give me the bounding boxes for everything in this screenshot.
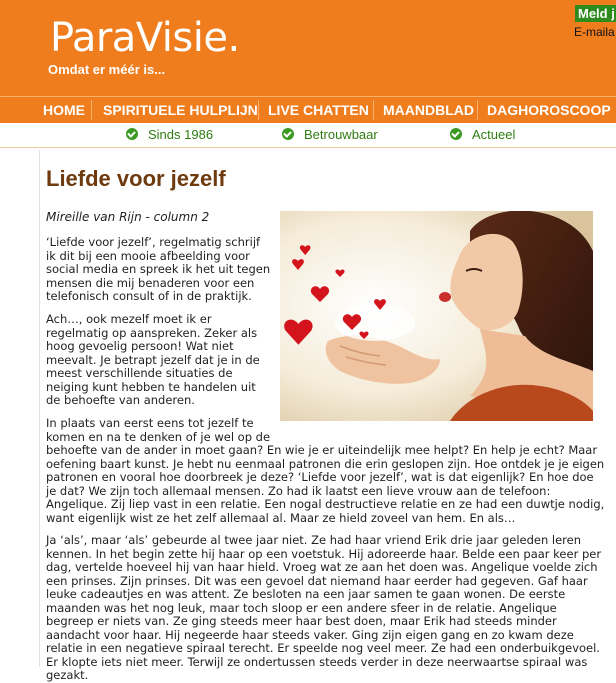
article-paragraph: ‘Liefde voor jezelf’, regelmatig schrijf ik dit bij een mooie afbeelding voor social media en spreek ik het uit tegen mensen die mij benaderen voor een telefonisch consult of in de praktijk. [46, 235, 271, 303]
article-paragraph: Ja ‘als’, maar ‘als’ gebeurde al twee jaar niet. Ze had haar vriend Erik drie jaar geleden leren kennen. In het begin zette hij haar op een voetstuk. Hij adoreerde haar. Belde een paar keer per dag, vertelde hoeveel hij van haar hield. Vroeg wat ze aan het doen was. Angelique voelde zich een prinses. Zijn prinses. Dit was een gevoel dat niemand haar eerder had gegeven. Gaf haar leuke cadeautjes en was attent. Ze besloten na een jaar samen te gaan wonen. De eerste maanden was het nog leuk, maar toch sloop er een andere sfeer in de relatie. Angelique begreep er niets van. Ze ging steeds meer haar best doen, maar Erik had steeds minder aandacht voor haar. Hij negeerde haar steeds vaker. Ging zijn eigen gang en zo kwam deze relatie in een negatieve spiraal terecht. Er speelde nog veel meer. Ze had een onderbuikgevoel. Er klopte iets niet meer. Terwijl ze ondertussen steeds verder in deze neerwaartse spiraal was gezakt. [46, 533, 602, 682]
nav-home[interactable]: HOME [43, 102, 85, 118]
nav-divider [477, 100, 478, 120]
register-button[interactable]: Meld j [575, 5, 616, 22]
usp-label: Actueel [472, 127, 516, 142]
site-logo[interactable] [50, 14, 240, 62]
usp-item [282, 126, 378, 144]
check-icon [126, 128, 138, 140]
nav-divider [373, 100, 374, 120]
usp-item [126, 126, 213, 144]
email-label: E-maila [574, 25, 615, 39]
usp-label: Sinds 1986 [148, 127, 214, 142]
check-icon [282, 128, 294, 140]
site-tagline: Omdat er méér is... [48, 62, 166, 77]
article-paragraph [46, 417, 606, 525]
content-divider [39, 150, 40, 667]
article-byline: Mireille van Rijn - column 2 [46, 210, 210, 224]
article-image-illustration [280, 211, 593, 421]
check-icon [450, 128, 462, 140]
site-header [0, 0, 616, 96]
nav-divider [258, 100, 259, 120]
logo-text: ParaVisie. [50, 15, 240, 61]
nav-spirituele-hulplijn[interactable]: SPIRITUELE HULPLIJN [103, 102, 258, 118]
usp-bar [0, 123, 616, 148]
article-image [280, 211, 593, 421]
usp-label: Betrouwbaar [304, 127, 378, 142]
article-title: Liefde voor jezelf [46, 166, 226, 191]
usp-item [450, 126, 515, 144]
paragraph-rest: behoefte van de ander in moet gaan? En wie je er uiteindelijk mee helpt? En help je echt? Maar oefening baart kunst. Je hebt nu eenmaal patronen die erin geslopen zijn. Hoe ontdek je je eigen patronen en vooral hoe doorbreek je deze? ‘Liefde voor jezelf’, wat is dat eigenlijk? En hoe doe je dat? We zijn toch allemaal mensen. Zo had ik laatst een lieve vrouw aan de telefoon: Angelique. Zij liep vast in een relatie. Een nogal destructieve relatie en ze had een duwtje nodig, want eigenlijk wist ze het zelf allemaal al. Maar ze hield zoveel van hem. En als… [46, 443, 605, 525]
main-nav [0, 96, 616, 123]
article-paragraph: Ach…, ook mezelf moet ik er regelmatig op aanspreken. Zeker als hoog gevoelig persoon! Wat niet meevalt. Je betrapt jezelf dat je in de meest verschillende situaties de neiging kunt hebben te handelen uit de behoefte van anderen. [46, 312, 260, 407]
nav-daghoroscoop[interactable]: DAGHOROSCOOP [487, 102, 611, 118]
paragraph-lead: In plaats van eerst eens tot jezelf te komen en na te denken of je wel op de [46, 416, 271, 444]
nav-divider [91, 100, 92, 120]
nav-maandblad[interactable]: MAANDBLAD [383, 102, 474, 118]
nav-live-chatten[interactable]: LIVE CHATTEN [268, 102, 369, 118]
